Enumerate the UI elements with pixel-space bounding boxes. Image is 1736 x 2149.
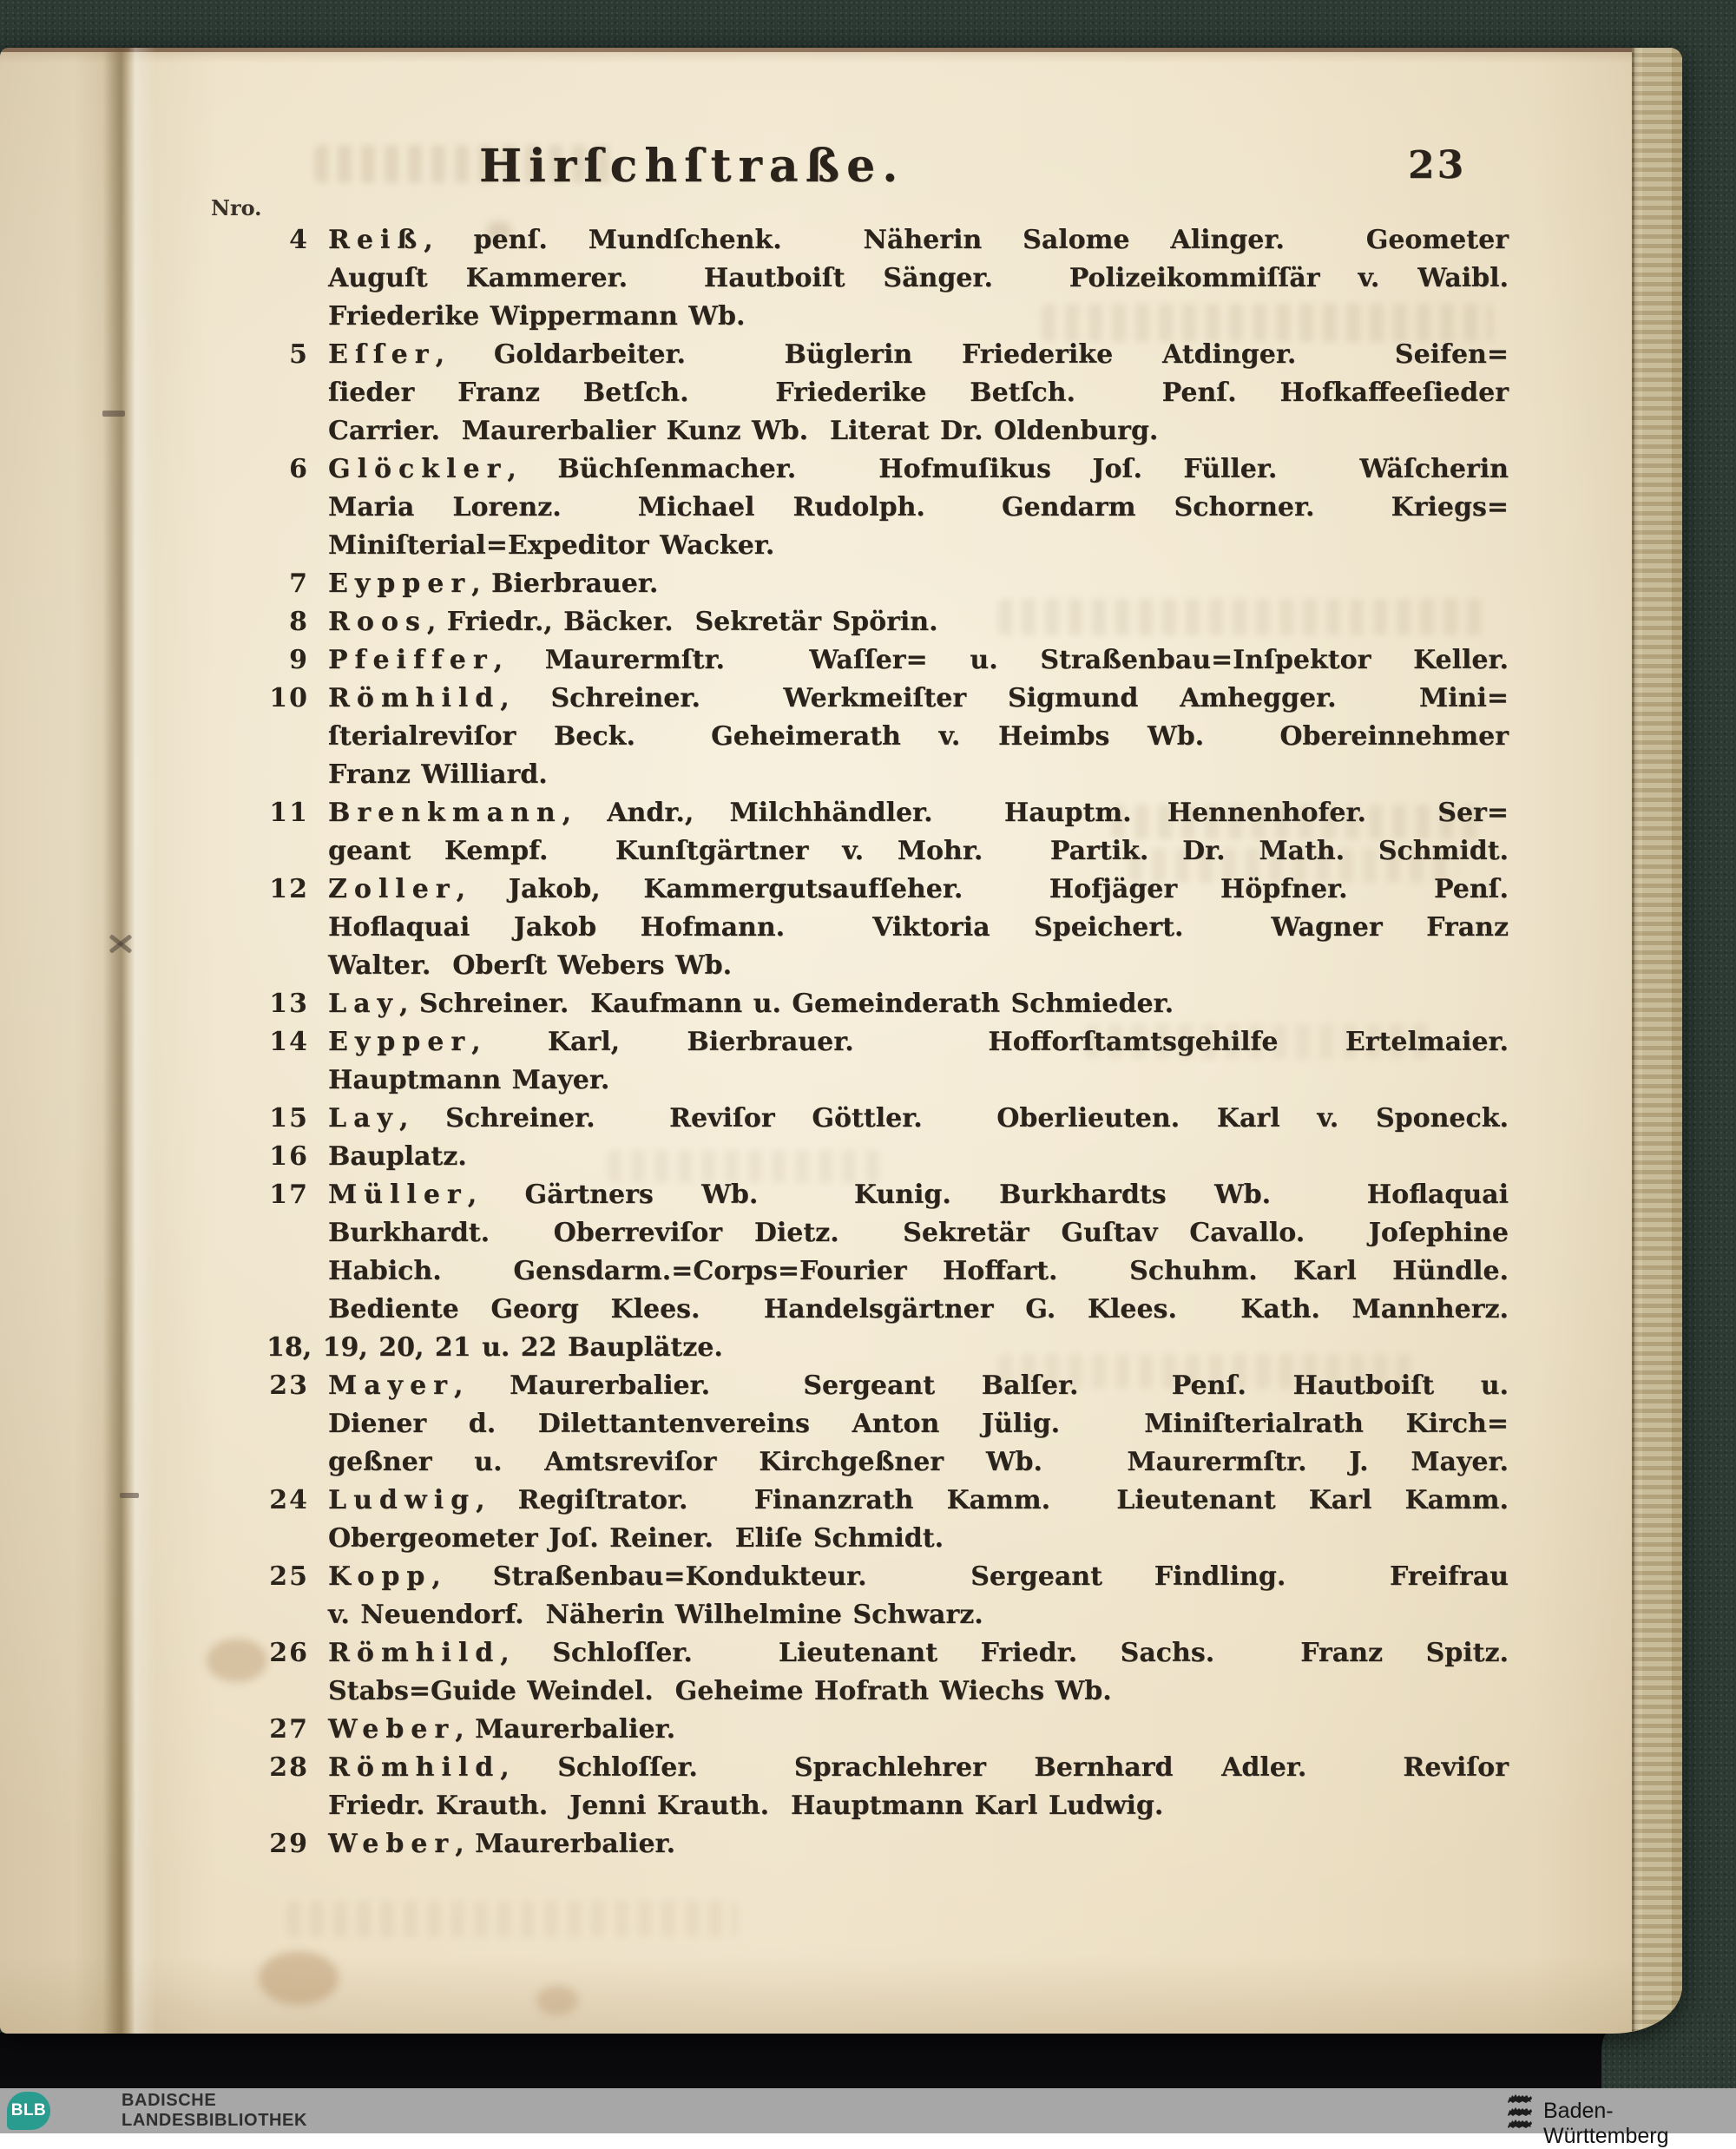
entry-line: Römhild, Schloſſer. Sprachlehrer Bernhard Adler. Reviſor [328, 1752, 1509, 1783]
street-heading: Hirſchſtraße. [479, 140, 905, 193]
state-label: Baden-Württemberg [1543, 2099, 1669, 2148]
blb-logo-badge: BLB [7, 2092, 50, 2130]
library-name-line2: LANDESBIBLIOTHEK [122, 2111, 308, 2130]
entry-line: Weber, Maurerbalier. [328, 1714, 676, 1745]
entry-line: Mayer, Maurerbalier. Sergeant Balſer. Penſ. Hautboiſt u. [328, 1370, 1509, 1401]
entry-line: Kopp, Straßenbau=Kondukteur. Sergeant Findling. Freifrau [328, 1561, 1509, 1592]
resident-surname: Brenkmann [328, 798, 562, 828]
entry-line: Zoller, Jakob, Kammergutsaufſeher. Hofjäger Höpfner. Penſ. [328, 874, 1509, 904]
directory-entry [200, 680, 1509, 794]
entry-line: Lay, Schreiner. Reviſor Göttler. Oberlieuten. Karl v. Sponeck. [328, 1103, 1509, 1134]
library-name-line1: BADISCHE [122, 2091, 217, 2110]
entry-line: Stabs=Guide Weindel. Geheime Hofrath Wiechs Wb. [328, 1676, 1112, 1706]
resident-surname: Reiß [328, 225, 424, 255]
library-footer-bar [0, 2088, 1736, 2148]
entry-line: Römhild, Schreiner. Werkmeiſter Sigmund Amhegger. Mini= [328, 683, 1509, 713]
directory-entry [200, 1367, 1509, 1482]
directory-entry [200, 336, 1509, 450]
entry-line: Bauplatz. [328, 1141, 467, 1172]
entry-line: Reiß, penſ. Mundſchenk. Näherin Salome Alinger. Geometer [328, 225, 1509, 255]
entry-line: Lay, Schreiner. Kaufmann u. Gemeinderath Schmieder. [328, 989, 1174, 1019]
entry-line: v. Neuendorf. Näherin Wilhelmine Schwarz. [328, 1600, 983, 1630]
entry-line: Hauptmann Mayer. [328, 1065, 610, 1095]
house-number: 5 [289, 339, 309, 370]
street-directory-list [200, 221, 1509, 1863]
entry-line: Römhild, Schloſſer. Lieutenant Friedr. Sachs. Franz Spitz. [328, 1638, 1509, 1668]
house-number: 14 [269, 1027, 309, 1057]
directory-entry [200, 1138, 1509, 1176]
entry-line: Eſſer, Goldarbeiter. Büglerin Friederike Atdinger. Seifen= [328, 339, 1509, 370]
entry-line: Walter. Oberſt Webers Wb. [328, 950, 733, 981]
directory-entry [200, 450, 1509, 565]
directory-entry [200, 1711, 1509, 1749]
resident-surname: Römhild [328, 1638, 501, 1668]
resident-surname: Roos [328, 607, 427, 637]
directory-entry [200, 794, 1509, 871]
entry-line: 18, 19, 20, 21 u. 22 Bauplätze. [266, 1332, 723, 1363]
resident-surname: Römhild [328, 683, 501, 713]
house-number: 10 [269, 683, 309, 713]
directory-entry [200, 1176, 1509, 1329]
bleedthrough-ghost [286, 1901, 738, 1937]
resident-surname: Müller [328, 1180, 468, 1210]
directory-entry [200, 1558, 1509, 1634]
entry-line: Habich. Gensdarm.=Corps=Fourier Hoffart. Schuhm. Karl Hündle. [328, 1256, 1509, 1286]
house-number: 11 [269, 798, 309, 828]
directory-entry [200, 221, 1509, 336]
entry-line: Diener d. Dilettantenvereins Anton Jülig. Miniſterialrath Kirch= [328, 1409, 1509, 1439]
entry-line: Roos, Friedr., Bäcker. Sekretär Spörin. [328, 607, 938, 637]
house-number: 7 [289, 568, 309, 599]
house-number: 16 [269, 1141, 309, 1172]
margin-mark [120, 1493, 139, 1498]
directory-entry [200, 985, 1509, 1023]
resident-surname: Römhild [328, 1752, 501, 1783]
house-number: 8 [289, 607, 309, 637]
house-number: 23 [269, 1370, 309, 1401]
directory-entry [200, 1100, 1509, 1138]
house-number: 28 [269, 1752, 309, 1783]
resident-surname: Mayer [328, 1370, 454, 1401]
directory-entry [200, 1825, 1509, 1863]
resident-surname: Weber [328, 1829, 456, 1859]
entry-line: ſieder Franz Betſch. Friederike Betſch. Penſ. Hofkaffeeſieder [328, 378, 1509, 408]
house-number: 27 [269, 1714, 309, 1745]
directory-entry [200, 1329, 1509, 1367]
baden-wuerttemberg-lions-icon [1507, 2093, 1536, 2129]
resident-surname: Glöckler [328, 454, 508, 484]
entry-line: Eypper, Bierbrauer. [328, 568, 659, 599]
entry-line: geant Kempf. Kunſtgärtner v. Mohr. Partik. Dr. Math. Schmidt. [328, 836, 1509, 866]
book-fore-edge [1632, 48, 1682, 2034]
house-number: 15 [269, 1103, 309, 1134]
entry-line: Weber, Maurerbalier. [328, 1829, 676, 1859]
entry-line: Maria Lorenz. Michael Rudolph. Gendarm Schorner. Kriegs= [328, 492, 1509, 522]
library-name [122, 2091, 307, 2131]
page-number: 23 [1408, 143, 1467, 187]
directory-entry [200, 1023, 1509, 1100]
entry-line: Müller, Gärtners Wb. Kunig. Burkhardts Wb. Hoflaquai [328, 1180, 1509, 1210]
house-number: 13 [269, 989, 309, 1019]
scan-shadow-strip [0, 2033, 1736, 2090]
directory-entry [200, 871, 1509, 985]
number-column-label: Nro. [211, 195, 262, 220]
house-number: 4 [289, 225, 309, 255]
house-number: 29 [269, 1829, 309, 1859]
entry-line: Eypper, Karl, Bierbrauer. Hofforſtamtsgehilfe Ertelmaier. [328, 1027, 1509, 1057]
entry-line: Hoflaquai Jakob Hofmann. Viktoria Speichert. Wagner Franz [328, 912, 1509, 943]
resident-surname: Ludwig [328, 1485, 477, 1515]
entry-line: Obergeometer Joſ. Reiner. Eliſe Schmidt. [328, 1523, 944, 1554]
entry-line: Bediente Georg Klees. Handelsgärtner G. Klees. Kath. Mannherz. [328, 1294, 1509, 1324]
resident-surname: Lay [328, 1103, 399, 1134]
entry-line: Burkhardt. Oberreviſor Dietz. Sekretär Guſtav Cavallo. Joſephine [328, 1218, 1509, 1248]
resident-surname: Weber [328, 1714, 456, 1745]
entry-line: Friederike Wippermann Wb. [328, 301, 746, 332]
entry-line: Franz Williard. [328, 759, 548, 790]
entry-line: Brenkmann, Andr., Milchhändler. Hauptm. Hennenhofer. Ser= [328, 798, 1509, 828]
resident-surname: Lay [328, 989, 399, 1019]
entry-line: ſterialreviſor Beck. Geheimerath v. Heimbs Wb. Obereinnehmer [328, 721, 1509, 752]
entry-line: Glöckler, Büchſenmacher. Hofmuſikus Joſ. Füller. Wäſcherin [328, 454, 1509, 484]
resident-surname: Eypper [328, 1027, 472, 1057]
resident-surname: Eſſer [328, 339, 436, 370]
entry-line: Auguſt Kammerer. Hautboiſt Sänger. Polizeikommiſſär v. Waibl. [328, 263, 1509, 293]
book-page [0, 48, 1682, 2034]
house-number: 25 [269, 1561, 309, 1592]
directory-entry [200, 1634, 1509, 1711]
resident-surname: Eypper [328, 568, 472, 599]
resident-surname: Kopp [328, 1561, 432, 1592]
directory-entry [200, 565, 1509, 603]
house-number: 12 [269, 874, 309, 904]
resident-surname: Pfeiffer [328, 645, 494, 675]
entry-line: Pfeiffer, Maurermſtr. Waſſer= u. Straßenbau=Inſpektor Keller. [328, 645, 1509, 675]
directory-entry [200, 1749, 1509, 1825]
entry-line: geßner u. Amtsreviſor Kirchgeßner Wb. Maurermſtr. J. Mayer. [328, 1447, 1509, 1477]
directory-entry [200, 603, 1509, 641]
directory-entry [200, 641, 1509, 680]
entry-line: Friedr. Krauth. Jenni Krauth. Hauptmann Karl Ludwig. [328, 1791, 1164, 1821]
entry-line: Ludwig, Regiſtrator. Finanzrath Kamm. Lieutenant Karl Kamm. [328, 1485, 1509, 1515]
house-number: 24 [269, 1485, 309, 1515]
resident-surname: Zoller [328, 874, 457, 904]
house-number: 17 [269, 1180, 309, 1210]
house-number: 9 [289, 645, 309, 675]
page-gutter-crease [102, 48, 163, 2034]
entry-line: Miniſterial=Expeditor Wacker. [328, 530, 775, 561]
directory-entry [200, 1482, 1509, 1558]
paper-stain [536, 1986, 578, 2015]
entry-line: Carrier. Maurerbalier Kunz Wb. Literat Dr. Oldenburg. [328, 416, 1159, 446]
paper-stain [259, 1951, 339, 2005]
house-number: 26 [269, 1638, 309, 1668]
margin-mark [102, 411, 125, 417]
house-number: 6 [289, 454, 309, 484]
